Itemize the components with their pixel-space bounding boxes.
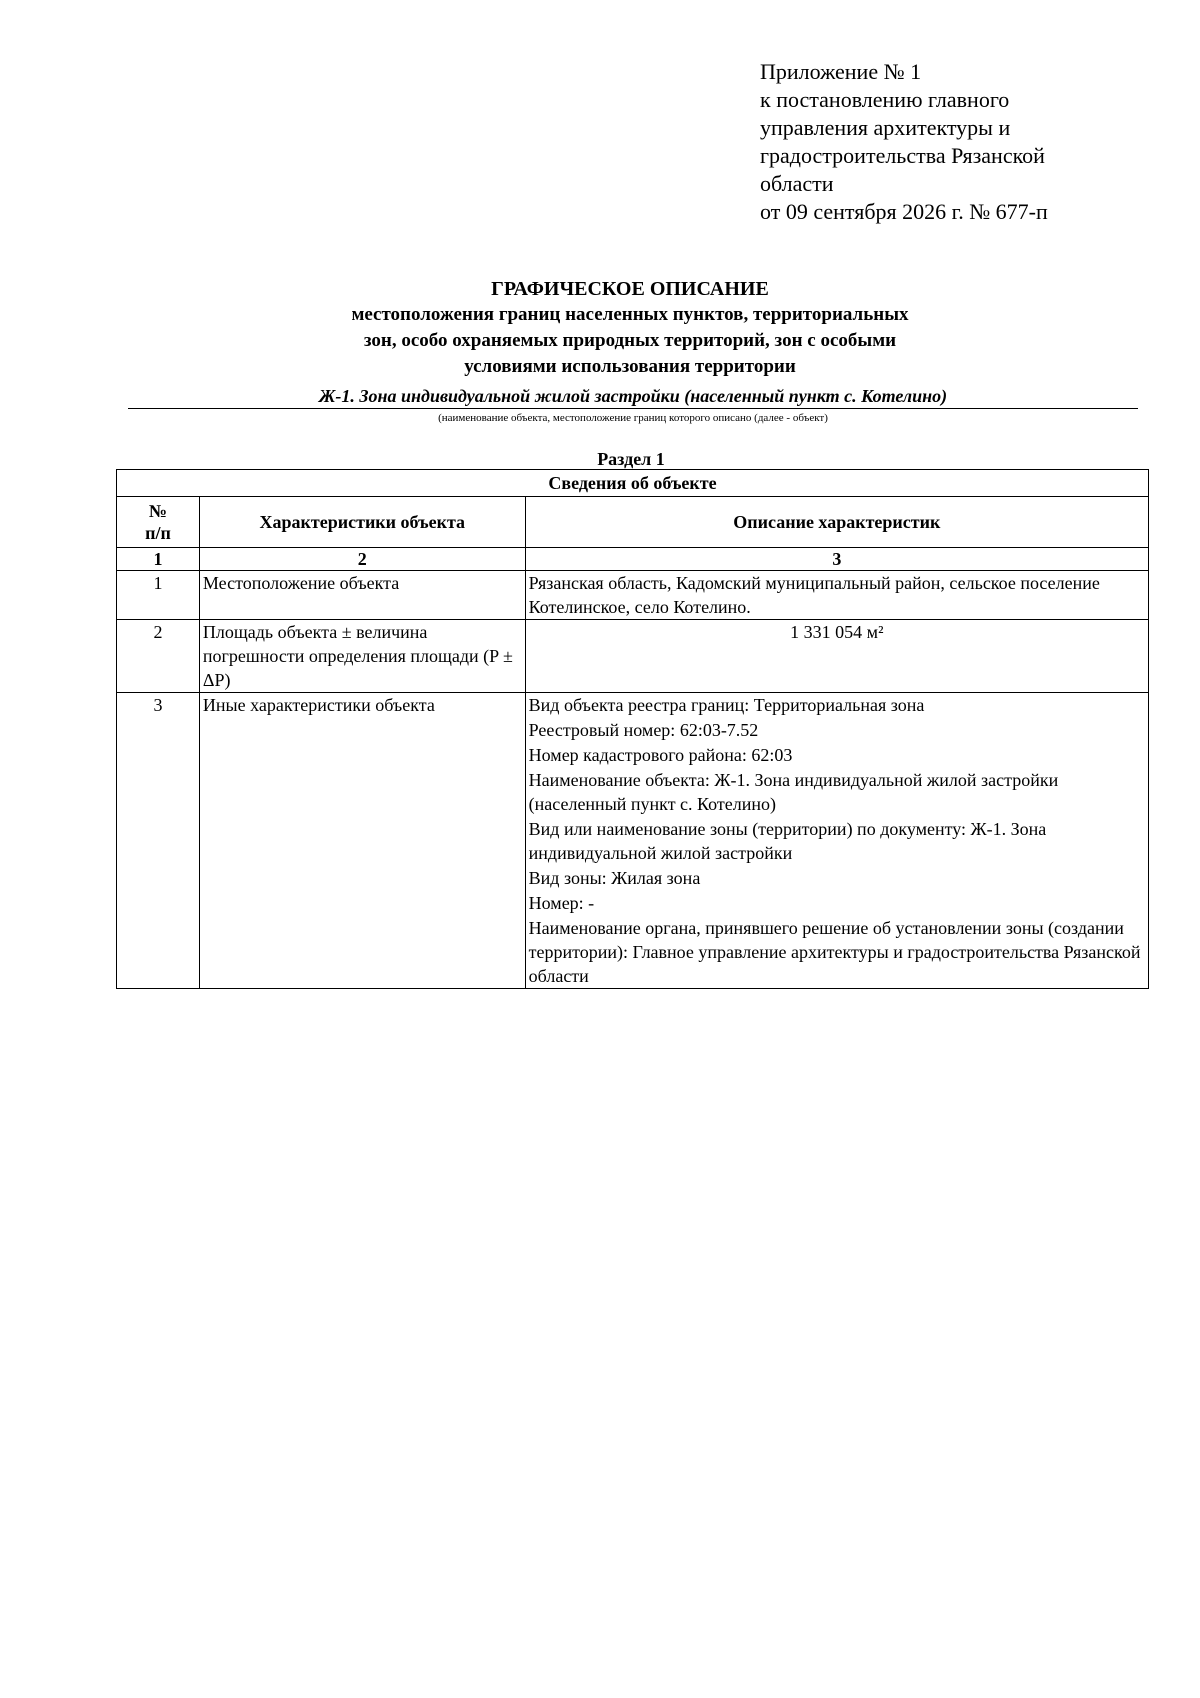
header-characteristic: Характеристики объекта <box>199 497 525 548</box>
row-number: 1 <box>117 571 200 620</box>
description-line: Наименование объекта: Ж-1. Зона индивидуальной жилой застройки (населенный пункт с. Котелино) <box>528 770 1059 814</box>
document-subtitle-line: местоположения границ населенных пунктов, территориальных <box>351 304 909 325</box>
description-line: Вид зоны: Жилая зона <box>528 868 701 888</box>
object-name-hint: (наименование объекта, местоположение границ которого описано (далее - объект) <box>438 412 828 424</box>
table-row <box>117 693 1149 989</box>
description-line: Номер: - <box>528 893 595 913</box>
table-row <box>117 620 1149 693</box>
row-description <box>525 571 1148 620</box>
table-caption: Сведения об объекте <box>117 470 1149 497</box>
table-row <box>117 571 1149 620</box>
row-description <box>525 693 1148 989</box>
description-line: Наименование органа, принявшего решение об установлении зоны (создании территории): Главное управление архитектуры и градостроительства Рязанской области <box>528 918 1141 986</box>
row-number: 2 <box>117 620 200 693</box>
column-number: 1 <box>117 548 200 571</box>
description-line: Номер кадастрового района: 62:03 <box>528 745 793 765</box>
column-number: 2 <box>199 548 525 571</box>
object-name: Ж-1. Зона индивидуальной жилой застройки (населенный пункт с. Котелино) <box>128 384 1138 409</box>
row-value: 1 331 054 м² <box>525 620 1148 693</box>
header-description: Описание характеристик <box>525 497 1148 548</box>
row-characteristic: Иные характеристики объекта <box>199 693 525 989</box>
row-characteristic: Площадь объекта ± величина погрешности определения площади (P ± ΔP) <box>199 620 525 693</box>
object-info-table <box>116 469 1149 989</box>
description-line: Реестровый номер: 62:03-7.52 <box>528 720 759 740</box>
description-line: Рязанская область, Кадомский муниципальный район, сельское поселение Котелинское, село Котелино. <box>528 573 1100 617</box>
row-characteristic: Местоположение объекта <box>199 571 525 620</box>
appendix-line: к постановлению главного <box>760 87 1010 112</box>
section-title: Раздел 1 <box>597 449 665 469</box>
document-subtitle-line: условиями использования территории <box>464 356 796 377</box>
document-title-block <box>0 276 1200 380</box>
description-line: Вид или наименование зоны (территории) по документу: Ж-1. Зона индивидуальной жилой застройки <box>528 819 1047 863</box>
appendix-line: области <box>760 171 834 196</box>
header-number: № п/п <box>117 497 200 548</box>
appendix-line: Приложение № 1 <box>760 59 922 84</box>
row-number: 3 <box>117 693 200 989</box>
appendix-line: управления архитектуры и <box>760 115 1011 140</box>
description-line: Вид объекта реестра границ: Территориальная зона <box>528 695 925 715</box>
document-title: ГРАФИЧЕСКОЕ ОПИСАНИЕ <box>491 278 769 300</box>
column-number: 3 <box>525 548 1148 571</box>
appendix-line: от 09 сентября 2026 г. № 677-п <box>760 199 1048 224</box>
document-subtitle-line: зон, особо охраняемых природных территорий, зон с особыми <box>363 330 897 351</box>
appendix-line: градостроительства Рязанской <box>760 143 1045 168</box>
appendix-block <box>760 58 1160 226</box>
